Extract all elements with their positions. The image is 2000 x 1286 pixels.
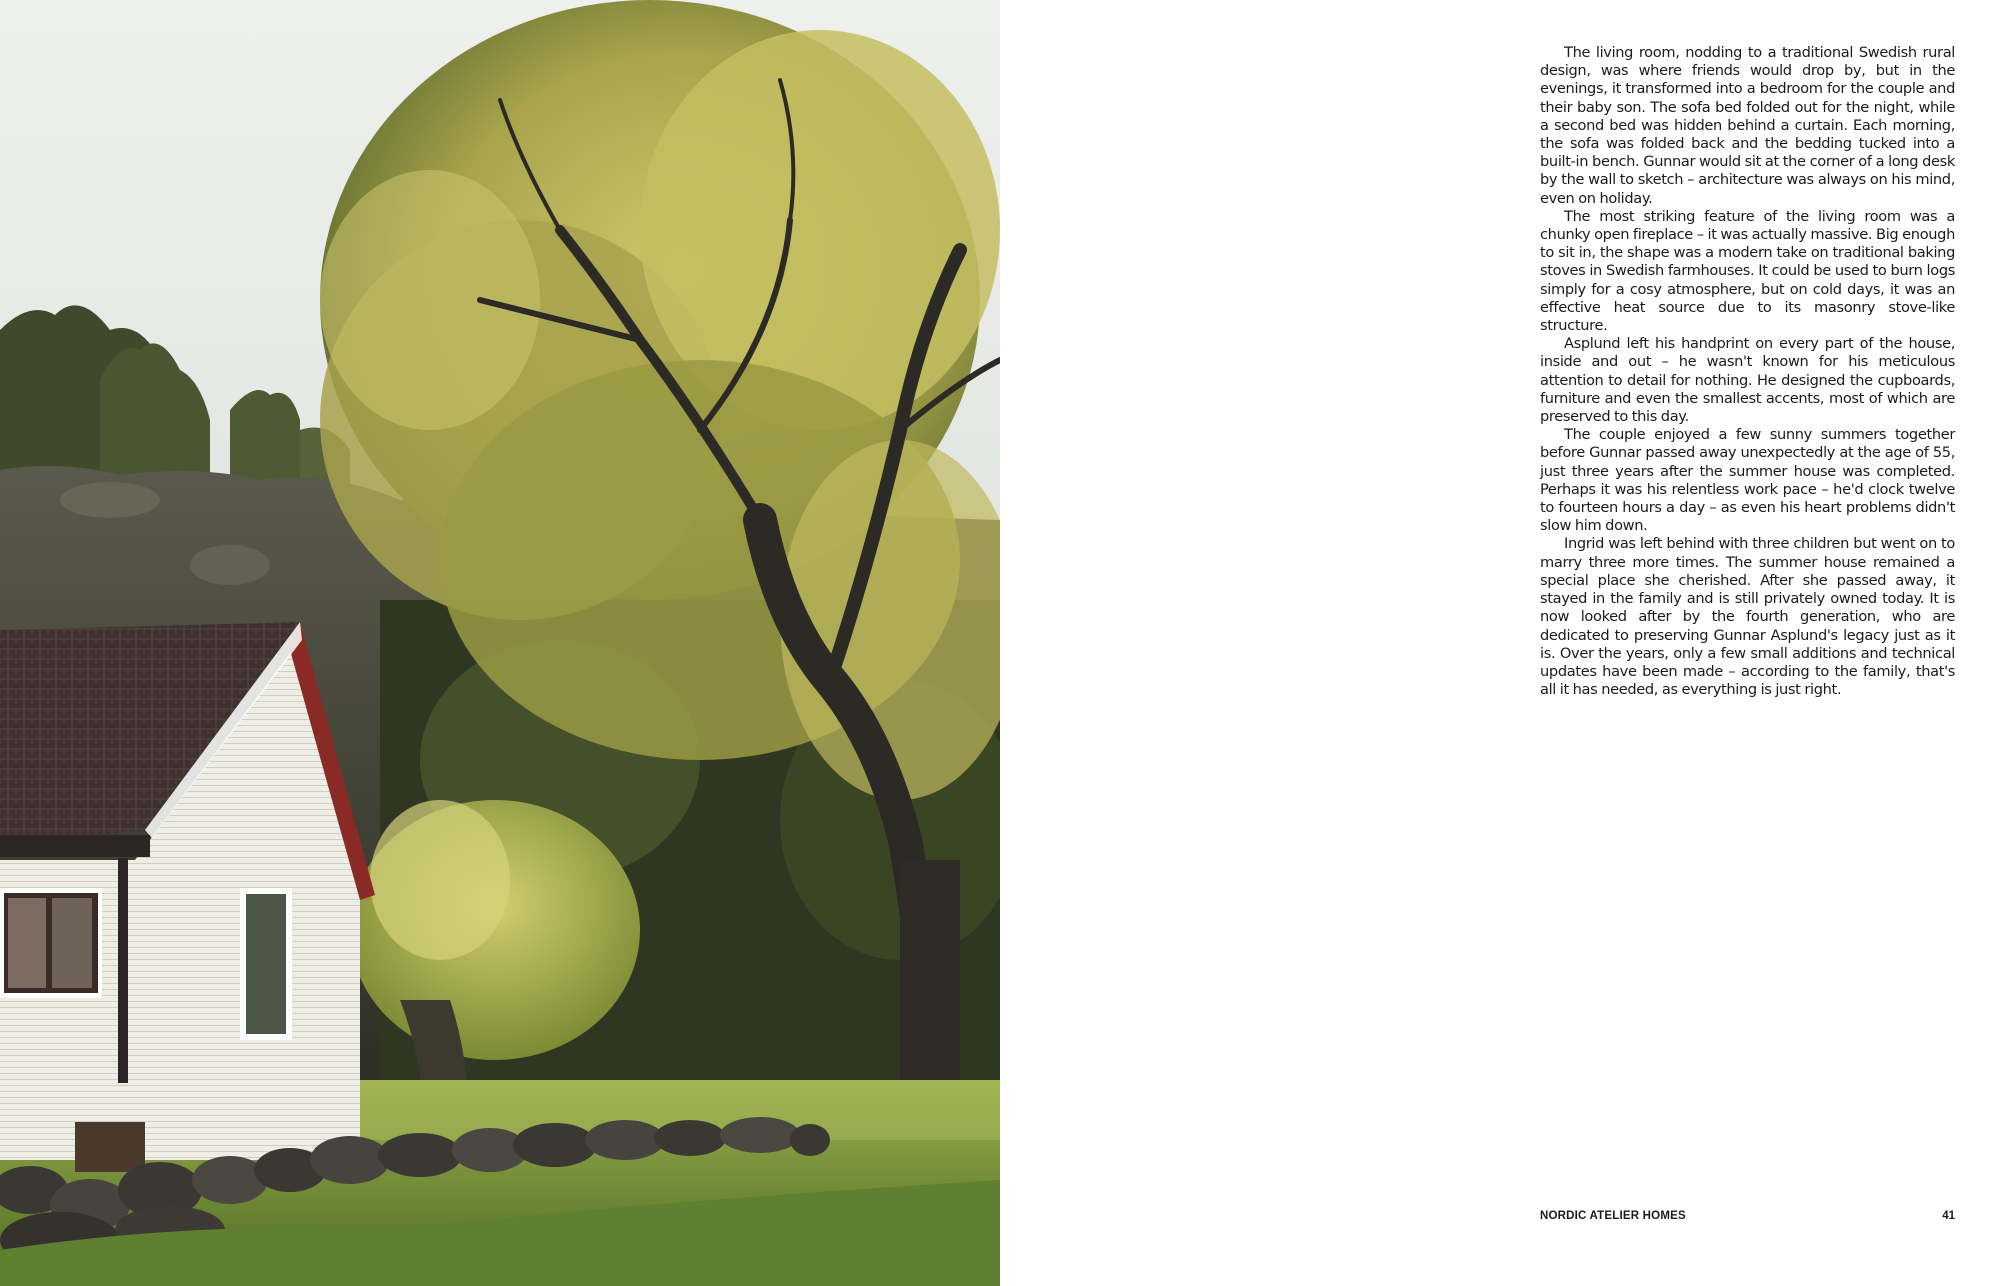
publication-name: NORDIC ATELIER HOMES [1540, 1210, 1686, 1222]
house [0, 622, 375, 1172]
article-paragraph: Ingrid was left behind with three children but went on to marry three more times. The summer house remained a special place she cherished. After she passed away, it stayed in the family and is still privately owned today. It is now looked after by the fourth generation, who are dedicated to preserving Gunnar Asplund's legacy just as it is. Over the years, only a few small additions and technical updates have been made – according to the family, that's all it has needed, as everything is just right. [1540, 535, 1955, 699]
article-paragraph: The most striking feature of the living room was a chunky open fireplace – it was actually massive. Big enough to sit in, the shape was a modern take on traditional baking stoves in Swedish farmhouses. It could be used to burn logs simply for a cosy atmosphere, but on cold days, it was an effective heat source due to its masonry stove-like structure. [1540, 207, 1955, 335]
article-paragraph: The living room, nodding to a traditional Swedish rural design, was where friends would drop by, but in the evenings, it transformed into a bedroom for the couple and their baby son. The sofa bed folded out for the night, while a second bed was hidden behind a curtain. Each morning, the sofa was folded back and the bedding tucked into a built-in bench. Gunnar would sit at the corner of a long desk by the wall to sketch – architecture was always on his mind, even on holiday. [1540, 44, 1955, 207]
article-paragraph: Asplund left his handprint on every part of the house, inside and out – he wasn't known for his meticulous attention to detail for nothing. He designed the cupboards, furniture and even the smallest accents, most of which are preserved to this day. [1540, 335, 1955, 426]
page-number: 41 [1942, 1210, 1955, 1222]
article-paragraph: The couple enjoyed a few sunny summers together before Gunnar passed away unexpectedly at the age of 55, just three years after the summer house was completed. Perhaps it was his relentless work pace – he'd clock twelve to fourteen hours a day – as even his heart problems didn't slow him down. [1540, 426, 1955, 535]
article-body [1540, 44, 1955, 699]
